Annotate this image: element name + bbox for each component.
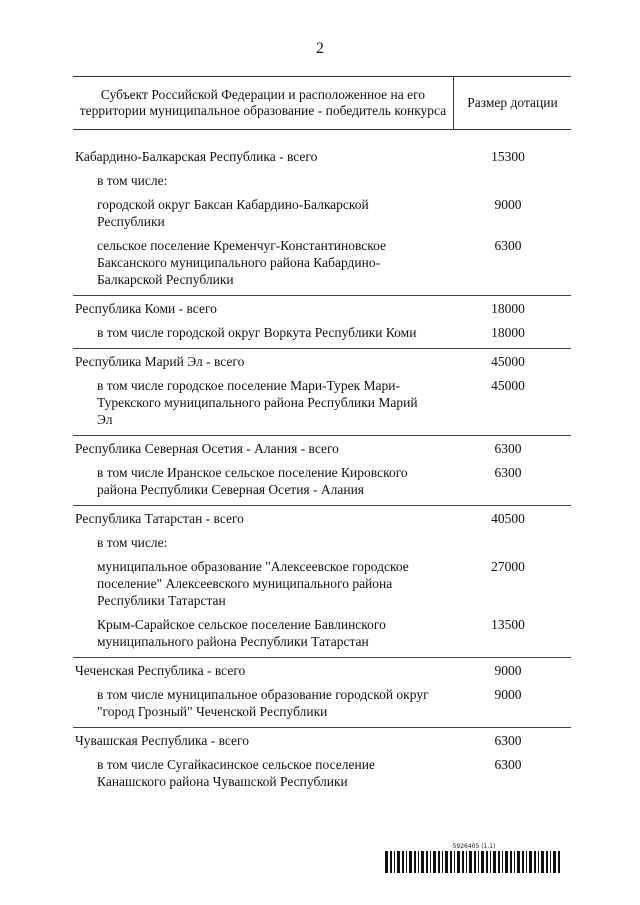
row-amount — [441, 172, 571, 189]
row-subject: в том числе городской округ Воркута Республики Коми — [97, 325, 417, 340]
row-amount: 6300 — [494, 465, 522, 480]
row-amount: 9000 — [494, 687, 522, 702]
page-number: 2 — [316, 40, 324, 57]
barcode-icon — [384, 851, 564, 873]
table-header — [73, 76, 571, 130]
header-amount: Размер дотации — [467, 95, 558, 110]
row-subject: муниципальное образование "Алексеевское городское поселение" Алексеевского муниципального района Республики Татарстан — [97, 559, 409, 608]
row-amount: 18000 — [491, 301, 525, 316]
row-amount — [441, 534, 571, 551]
row-amount: 45000 — [491, 354, 525, 369]
barcode-label: 5926405 (1.1) — [452, 843, 496, 850]
row-amount: 13500 — [491, 617, 525, 632]
row-amount: 40500 — [491, 511, 525, 526]
region-total-row — [73, 144, 571, 165]
municipality-row — [73, 377, 571, 428]
row-subject: Чувашская Республика - всего — [75, 733, 249, 748]
region-total-row — [73, 296, 571, 317]
municipality-row — [73, 558, 571, 609]
row-amount: 6300 — [494, 238, 522, 253]
row-amount: 9000 — [494, 663, 522, 678]
region-total-row — [73, 349, 571, 370]
row-amount: 6300 — [494, 733, 522, 748]
row-amount: 15300 — [491, 149, 525, 164]
row-subject: сельское поселение Кременчуг-Константиновское Баксанского муниципального района Кабардино-Балкарской Республики — [97, 238, 387, 287]
row-amount: 6300 — [494, 441, 522, 456]
subsidy-table — [73, 76, 571, 797]
row-amount: 6300 — [494, 757, 522, 772]
municipality-row — [73, 464, 571, 498]
barcode — [384, 842, 564, 873]
municipality-row — [73, 324, 571, 341]
municipality-row — [73, 196, 571, 230]
municipality-row — [73, 534, 571, 551]
row-subject: в том числе муниципальное образование городской округ "город Грозный" Чеченской Республики — [97, 687, 429, 719]
municipality-row — [73, 616, 571, 650]
row-subject: Республика Татарстан - всего — [75, 511, 244, 526]
row-subject: Республика Марий Эл - всего — [75, 354, 245, 369]
municipality-row — [73, 686, 571, 720]
row-subject: Кабардино-Балкарская Республика - всего — [75, 149, 318, 164]
region-total-row — [73, 506, 571, 527]
row-amount: 18000 — [491, 325, 525, 340]
row-subject: в том числе городское поселение Мари-Турек Мари-Турекского муниципального района Республики Марий Эл — [97, 378, 418, 427]
row-subject: Чеченская Республика - всего — [75, 663, 246, 678]
region-total-row — [73, 728, 571, 749]
municipality-row — [73, 756, 571, 790]
header-subject: Субъект Российской Федерации и расположенное на его территории муниципальное образование - победитель конкурса — [73, 77, 454, 129]
region-total-row — [73, 658, 571, 679]
municipality-row — [73, 172, 571, 189]
row-subject: в том числе Иранское сельское поселение Кировского района Республики Северная Осетия - Алания — [97, 465, 408, 497]
row-amount: 9000 — [494, 197, 522, 212]
municipality-row — [73, 237, 571, 288]
row-subject: Крым-Сарайское сельское поселение Бавлинского муниципального района Республики Татарстан — [97, 617, 386, 649]
region-total-row — [73, 436, 571, 457]
row-subject: в том числе: — [97, 173, 168, 188]
row-subject: в том числе Сугайкасинское сельское поселение Канашского района Чувашской Республики — [97, 757, 375, 789]
row-subject: Республика Коми - всего — [75, 301, 217, 316]
table-body — [73, 144, 571, 790]
row-subject: городской округ Баксан Кабардино-Балкарской Республики — [97, 197, 369, 229]
row-subject: в том числе: — [97, 535, 168, 550]
row-subject: Республика Северная Осетия - Алания - всего — [75, 441, 339, 456]
row-amount: 27000 — [491, 559, 525, 574]
row-amount: 45000 — [491, 378, 525, 393]
